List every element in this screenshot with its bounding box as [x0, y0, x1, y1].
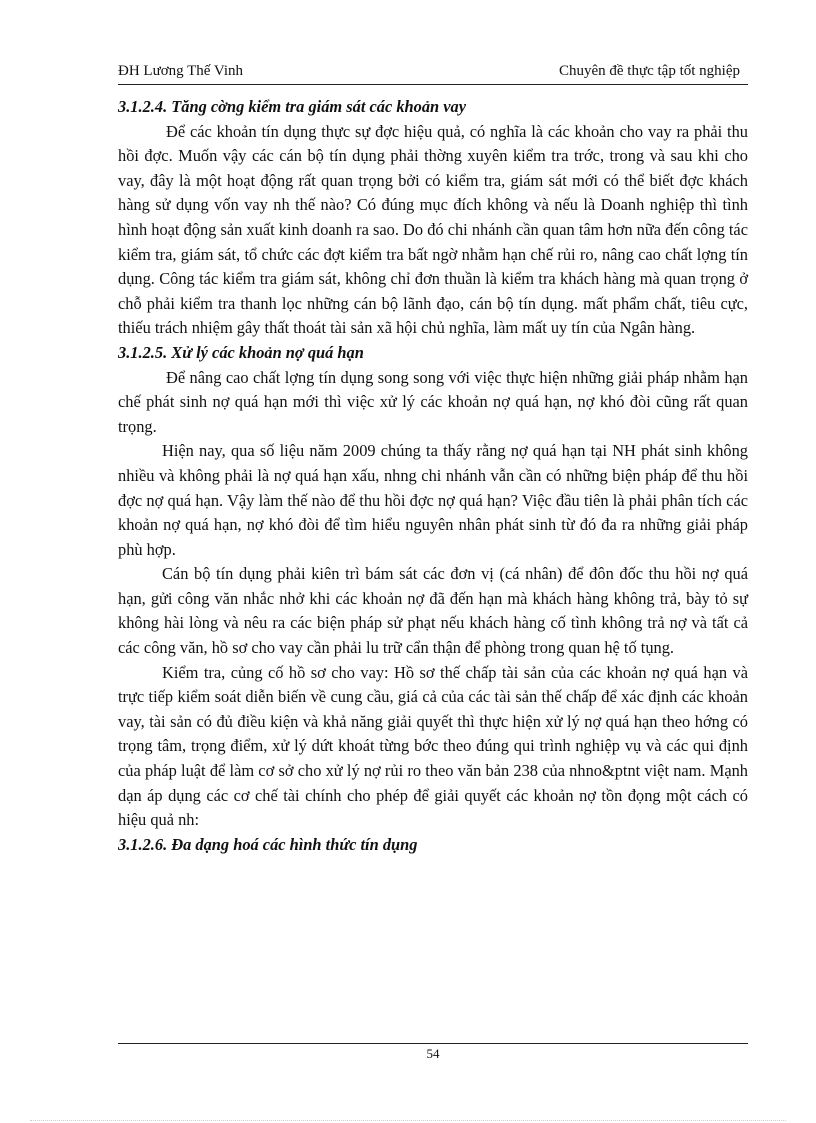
header-document-type: Chuyên đề thực tập tốt nghiệp	[558, 63, 740, 79]
footer-divider	[118, 1043, 748, 1044]
page-number: 54	[426, 1046, 440, 1061]
section-heading-3-1-2-5: 3.1.2.5. Xử lý các khoản nợ quá hạn	[118, 342, 364, 362]
page-header	[118, 60, 748, 85]
section-heading-3-1-2-6: 3.1.2.6. Đa dạng hoá các hình thức tín dụng	[118, 834, 418, 854]
paragraph: Hiện nay, qua số liệu năm 2009 chúng ta thấy rằng nợ quá hạn tại NH phát sinh không nhiều và không phải là nợ quá hạn xấu, nhng chi nhánh vẫn cần có những biện pháp để thu hồi đợc nợ quá hạn. Vậy làm thế nào để thu hồi đợc nợ quá hạn? Việc đầu tiên là phải phân tích các khoản nợ quá hạn, nợ khó đòi để tìm hiểu nguyên nhân phát sinh từ đó đa ra những giải pháp phù hợp.	[118, 441, 748, 559]
document-body	[118, 95, 748, 857]
page-edge-divider	[30, 1120, 786, 1121]
paragraph: Cán bộ tín dụng phải kiên trì bám sát các đơn vị (cá nhân) để đôn đốc thu hồi nợ quá hạn, gửi công văn nhắc nhở khi các khoản nợ đã đến hạn mà khách hàng không trả, bày tỏ sự không hài lòng và nêu ra các biện pháp sử phạt nếu khách hàng cố tình không trả nợ và tất cả các công văn, hồ sơ cho vay cần phải lu trữ cẩn thận để phòng trong quan hệ tố tụng.	[118, 564, 748, 658]
paragraph: Kiểm tra, củng cố hồ sơ cho vay: Hồ sơ thế chấp tài sản của các khoản nợ quá hạn và trực tiếp kiểm soát diễn biến về cung cầu, giá cả của các tài sản thế chấp để xác định các khoản vay, tài sản có đủ điều kiện và khả năng giải quyết thì thực hiện xử lý nợ quá hạn theo hớng có trọng tâm, trọng điểm, xử lý dứt khoát từng bớc theo đúng qui trình nghiệp vụ và các qui định của pháp luật để làm cơ sở cho xử lý nợ rủi ro theo văn bản 238 của nhno&ptnt việt nam. Mạnh dạn áp dụng các cơ chế tài chính cho phép để giải quyết các khoản nợ tồn đọng một cách có hiệu quả nh:	[118, 662, 748, 830]
paragraph: Để các khoản tín dụng thực sự đợc hiệu quả, có nghĩa là các khoản cho vay ra phải thu hồi đợc. Muốn vậy các cán bộ tín dụng phải thờng xuyên kiểm tra trớc, trong và sau khi cho vay, đây là một hoạt động rất quan trọng bởi có kiểm tra, giám sát mới có thể biết đợc khách hàng sử dụng vốn vay nh thế nào? Có đúng mục đích không và nếu là Doanh nghiệp thì tình hình hoạt động sản xuất kinh doanh ra sao. Do đó chi nhánh cần quan tâm hơn nữa đến công tác kiểm tra, giám sát, tổ chức các đợt kiểm tra bất ngờ nhằm hạn chế rủi ro, nâng cao chất lợng tín dụng. Công tác kiểm tra giám sát, không chỉ đơn thuần là kiểm tra khách hàng mà quan trọng ở chỗ phải kiểm tra thanh lọc những cán bộ lãnh đạo, cán bộ tín dụng. mất phẩm chất, tiêu cực, thiếu trách nhiệm gây thất thoát tài sản xã hội chủ nghĩa, làm mất uy tín của Ngân hàng.	[118, 121, 748, 338]
paragraph: Để nâng cao chất lợng tín dụng song song với việc thực hiện những giải pháp nhằm hạn chế phát sinh nợ quá hạn mới thì việc xử lý các khoản nợ quá hạn, nợ khó đòi cũng rất quan trọng.	[118, 367, 748, 436]
header-university: ĐH Lương Thế Vinh	[118, 63, 244, 79]
section-heading-3-1-2-4: 3.1.2.4. Tăng cờng kiểm tra giám sát các khoản vay	[118, 97, 466, 116]
